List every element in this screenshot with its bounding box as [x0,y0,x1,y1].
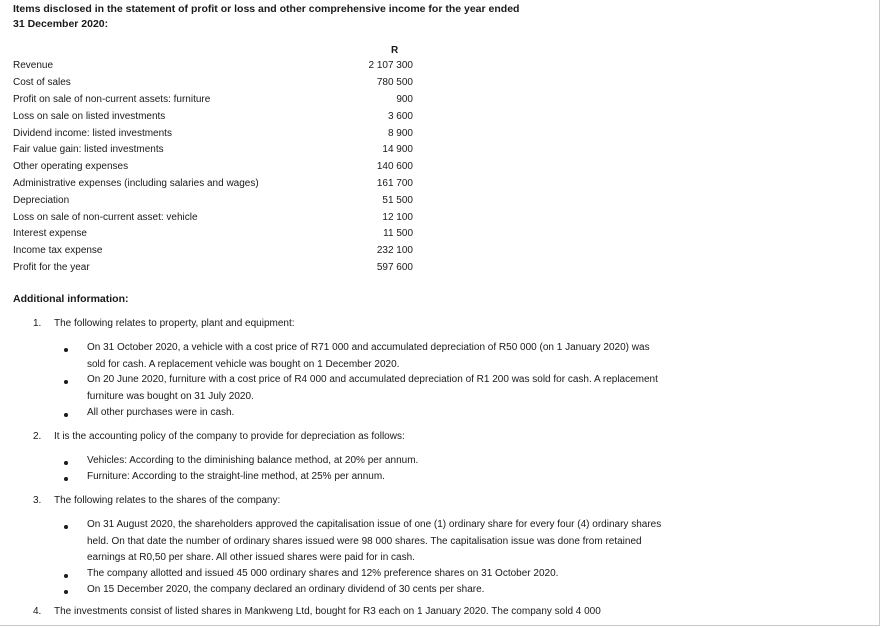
note-text: The investments consist of listed shares in Mankweng Ltd, bought for R3 each on 1 January 2020. The company sold 4 000 [54,606,601,617]
item-amount: 232 100 [376,245,413,256]
item-label: Loss on sale of non-current asset: vehicle [13,212,198,223]
item-amount: 900 [396,94,413,105]
item-label: Revenue [13,60,54,71]
item-amount: 780 500 [376,77,413,88]
note-text: The following relates to the shares of the company: [54,495,281,506]
table-row [13,195,413,209]
item-amount: 8 900 [387,128,413,139]
table-row [13,128,413,142]
bullet-icon [64,380,68,384]
item-label: Depreciation [13,195,70,206]
table-row [13,228,413,242]
item-amount: 597 600 [376,262,413,273]
note-number: 3. [33,495,42,506]
note-text: It is the accounting policy of the company to provide for depreciation as follows: [54,431,405,442]
item-label: Cost of sales [13,77,71,88]
bullet-icon [64,574,68,578]
item-label: Dividend income: listed investments [13,128,172,139]
item-label: Profit on sale of non-current assets: furniture [13,94,211,105]
bullet-icon [64,590,68,594]
note-number: 1. [33,318,42,329]
bullet-icon [64,461,68,465]
table-row [13,111,413,125]
table-row [13,60,413,74]
bullet-icon [64,348,68,352]
item-amount: 161 700 [376,178,413,189]
item-amount: 12 100 [382,212,413,223]
document-title-date: 31 December 2020: [13,18,109,30]
item-amount: 140 600 [376,161,413,172]
currency-column-header: R [391,45,399,56]
additional-information-heading: Additional information: [13,293,129,305]
note-number: 2. [33,431,42,442]
item-amount: 11 500 [383,228,413,239]
item-label: Administrative expenses (including salaries and wages) [13,178,259,189]
item-label: Loss on sale on listed investments [13,111,166,122]
list-item: On 15 December 2020, the company declared an ordinary dividend of 30 cents per share. [87,584,485,595]
table-row [13,144,413,158]
table-row [13,178,413,192]
list-item: The company allotted and issued 45 000 ordinary shares and 12% preference shares on 31 October 2020. [87,568,559,579]
item-label: Income tax expense [13,245,103,256]
note-number: 4. [33,606,42,617]
table-row [13,212,413,226]
table-row [13,161,413,175]
list-item: Furniture: According to the straight-line method, at 25% per annum. [87,471,385,482]
list-item: Vehicles: According to the diminishing balance method, at 20% per annum. [87,455,419,466]
table-row [13,94,413,108]
item-amount: 3 600 [387,111,413,122]
list-item: On 31 August 2020, the shareholders approved the capitalisation issue of one (1) ordinary share for every four (4) ordinary shares held. On that date the number of ordinary shares issued were 98 000 shares. The capitalisation issue was done from retained earnings at R0,50 per share. All other issued shares were paid for in cash. [87,519,662,563]
table-row [13,245,413,259]
item-label: Profit for the year [13,262,90,273]
item-label: Fair value gain: listed investments [13,144,164,155]
bullet-icon [64,525,68,529]
list-item: On 20 June 2020, furniture with a cost price of R4 000 and accumulated depreciation of R1 200 was sold for cash. A replacement furniture was bought on 31 July 2020. [87,374,658,402]
item-amount: 2 107 300 [368,60,413,71]
list-item: On 31 October 2020, a vehicle with a cost price of R71 000 and accumulated depreciation of R50 000 (on 1 January 2020) was sold for cash. A replacement vehicle was bought on 1 December 2020. [87,342,650,370]
list-item: All other purchases were in cash. [87,407,235,418]
item-amount: 14 900 [382,144,413,155]
item-label: Interest expense [13,228,87,239]
table-row [13,77,413,91]
note-text: The following relates to property, plant and equipment: [54,318,295,329]
bullet-icon [64,477,68,481]
item-amount: 51 500 [382,195,413,206]
bullet-icon [64,413,68,417]
item-label: Other operating expenses [13,161,129,172]
table-row [13,262,413,276]
document-title: Items disclosed in the statement of profit or loss and other comprehensive income for the year ended [13,3,520,15]
